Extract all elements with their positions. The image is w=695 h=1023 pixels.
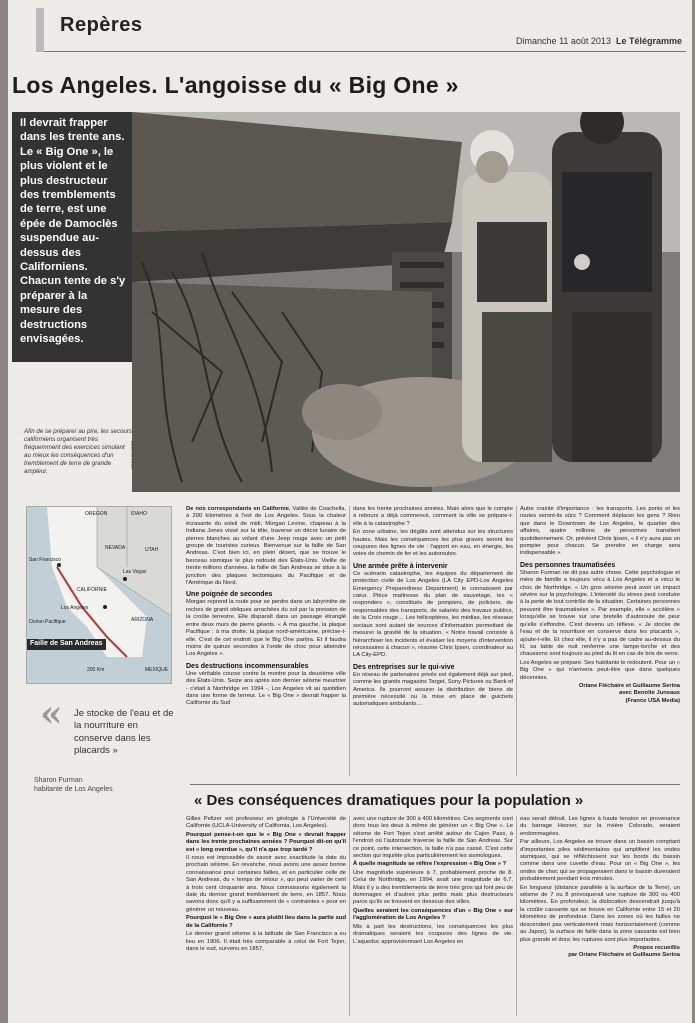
section-rubric: Repères: [60, 14, 143, 36]
quote-mark-icon: «: [40, 693, 63, 735]
photo-caption: Afin de se préparer au pire, les secours californiens organisent très fréquemment des exercices simulant au mieux les conséquences d'un tremblement de terre de grande ampleur.: [24, 428, 132, 475]
map-label-nevada: NEVADA: [105, 545, 126, 551]
map-scale: 200 Km: [87, 667, 105, 673]
pull-quote: Je stocke de l'eau et de la nourriture en conserve dans les placards »: [74, 708, 174, 757]
rescue-exercise-photo: [129, 112, 680, 492]
column-divider: [349, 506, 350, 776]
interview-column-2: avec une rupture de 300 à 400 kilomètres. Ces segments sont donc tous les deux à même de générer un « Big One ». Le séisme de Fort Tejon s'est arrêté autour de Cajon Pass, à l'endroit où l'autoroute traverse la faille de San Andreas. Sur ce point, cette intersection, la faille n'a pas cassé. C'est cette section qui inquiète plus particulièrement les sismologues. À quelle magnitude se réfère l'expression « Big One » ? Une magnitude supérieure à 7, probablement proche de 8. Celui de Northridge, en 1994, avait une magnitude de 6,7. Mais il y a des tremblements de terre très gros qui font peu de dommages et d'autres plus petits mais plus destructeurs parce qu'ils se trouvent en dessous des villes. Quelles seraient les conséquences d'un « Big One » sur l'agglomération de Los Angeles ? Mis à part les destructions, les conséquences les plus dramatiques seraient les coupures des lignes de vie. L'aqueduc approvisionnant Los Angeles en: [353, 816, 513, 945]
subhead-traumatisees: Des personnes traumatisées: [520, 561, 616, 569]
map-label-idaho: IDAHO: [131, 511, 147, 517]
map-label-mexique: MEXIQUE: [145, 667, 169, 673]
map-label-utah: UTAH: [145, 547, 159, 553]
map-label-los-angeles: Los Angeles: [61, 605, 89, 611]
column-divider: [516, 816, 517, 1016]
interview-question: À quelle magnitude se réfère l'expression « Big One » ?: [353, 861, 507, 868]
article-column-2: dans les trente prochaines années. Mais alors que le compte à rebours a déjà commencé, comment la ville se prépare-t-elle à la catastrophe ? En zone urbaine, les dégâts sont attendus sur les structures hautes. Mais les conséquences les plus graves seront les coupures des lignes de vie : l'apport en eau, en énergie, les voies de chemin de fer et les autoroutes. Une armée prête à intervenir Ce scénario catastrophe, les équipes du département de protection civile de Los Angeles (LA City EPD-Los Angeles Emergency Preparedness Department) le connaissent par cœur. Pièce maîtresse du plan de sauvetage, les « responders », constitués de pompiers, de policiers, de responsables des transports, de salariés des travaux publics, de la Croix rouge… Les hélicoptères, les médias, les réseaux sociaux sont autant de sources d'information permettant de mesurer la gravité de la situation. « Notre travail consiste à hiérarchiser les incidents et évaluer les moyens d'intervention nécessaires à chacun », résume Chris Ipsen, coordinateur au LA City-EPD. Des entreprises sur le qui-vive En réseau de partenaires privés est également déjà sur pied, comme les grands magasins Target, Sony Pictures ou Bank of America. Ils pourront assurer la distribution de biens de première nécessité ou la mise en place de guichets automatiques ambulants…: [353, 506, 513, 708]
article-column-1: De nos correspondants en Californie. Vallée de Coachella, à 200 kilomètres à l'est de Los Angeles. Sous la chaleur écrasante du soleil de midi, Morgan Levine, chapeau à la Indiana Jones vissé sur la tête, traverse un décor lunaire de pierres blanches au volant d'une Jeep rouge avec un petit groupe de touristes curieux. Bienvenue sur la faille de San Andreas. C'est bien ici, en plein désert, que se trouve le berceau sismique le plus redouté des États-Unis. Vieille de trente millions d'années, la faille de San Andreas se situe à la jonction des plaques tectoniques du Pacifique et de l'Amérique du Nord. Une poignée de secondes Morgan reprend la route pour se perdre dans un labyrinthe de roches de granit obliques arrachées du sol par la pression de la croûte terrestre. Elle disparaît dans un passage étranglé entre deux murs de pierre géants. « À ma gauche, la plaque Pacifique ; à ma droite, la plaque nord-américaine, précise-t-elle. C'est de cet endroit que le Big One partira. Et il faudra moins de quinze secondes à l'onde de choc pour atteindre Los Angeles ». Des destructions incommensurables Une véritable course contre la montre pour la deuxième ville des États-Unis. Seize ans après son dernier séisme meurtrier - c'était à Northridge en 1994 -, Los Angeles vit au quotidien dans une forme de terreur. Le « Big One » devrait frapper la Californie du Sud: [186, 506, 346, 707]
subhead-destructions: Des destructions incommensurables: [186, 662, 309, 670]
column-divider: [516, 506, 517, 776]
subhead-entreprises: Des entreprises sur le qui-vive: [353, 663, 455, 671]
page-header: [36, 8, 686, 52]
kicker-text: Il devrait frapper dans les trente ans. Le « Big One », le plus violent et le plus destructeur des tremblements de terre, est une épée de Damoclès suspendue au-dessus des Californiens. Chacun tente de s'y préparer à la mesure des destructions envisagées.: [12, 112, 132, 362]
photo-illustration: [129, 112, 680, 492]
article-column-3: Autre crainte d'importance : les transports. Les ponts et les routes seront-ils sûrs ? Comment déplacer les gens ? Rien que dans le Downtown de Los Angeles, le quartier des affaires, quatre millions de personnes transitent quotidiennement. Or, prévient Chris Ipsen, « il n'y aura pas un pompier pour chacun. Se prendre en charge sera indispensable ». Des personnes traumatisées Sharon Furman ne dit pas autre chose. Cette psychologue et mère de famille a toujours vécu à Los Angeles et a vécu le choc de Northridge. « Un gros séisme peut avoir un impact sévère sur la psychologie. L'intensité du stress peut conduire à la perte de tout contrôle de la situation. Certaines personnes peuvent être traumatisées ». Par exemple, elle « accélère » lorsqu'elle se trouve sur une bretelle d'autoroute de peur qu'elle s'effondre. C'est devenu un réflexe. « Je stocke de l'eau et de la nourriture en conserve dans les placards », ajoute-t-elle. Et chez elle, il n'y a pas de cadre au-dessus du lit, sa table de nuit renferme une lampe-torche et des chaussons sont toujours au pied du lit en cas de bris de verre. Los Angeles se prépare. Ses habitants le redoutent. Pour un « Big One » qui n'arrivera peut-être que dans quelques décennies. Oriane Fléchaire et Guillaume Serina avec Benoîte Juneaux (France USA Media): [520, 506, 680, 704]
map-label-californie: CALIFORNIE: [77, 587, 108, 593]
map-fault-label: Faille de San Andreas: [27, 639, 106, 650]
interview-byline: Propos recueillis par Oriane Fléchaire et Guillaume Serina: [568, 944, 680, 959]
map-label-las-vegas: Las Vegas: [123, 569, 147, 575]
subhead-armee: Une armée prête à intervenir: [353, 562, 448, 570]
newspaper-name: Le Télégramme: [615, 36, 682, 46]
map-label-ocean: Océan Pacifique: [29, 619, 66, 625]
interview-question: Quelles seraient les conséquences d'un « Big One » sur l'agglomération de Los Angeles ?: [353, 907, 513, 922]
pull-quote-author: Sharon Furman habitante de Los Angeles: [34, 777, 113, 793]
interview-column-1: Gilles Peltzer est professeur en géologie à l'Université de Californie (UCLA-University of California, Los Angeles). Pourquoi pense-t-on que le « Big One » devrait frapper dans les trente prochaines années ? Pourquoi dit-on qu'il est « long overdue », qu'il n'a que trop tardé ? Il nous est impossible de savoir avec exactitude la date du prochain séisme. En revanche, nous avons une assez bonne connaissance pour certaines failles, et en particulier celle de San Andreas, du « temps de retour », qui peut varier de cent à trois cent cinquante ans. Nous connaissons également la date du dernier grand tremblement de terre, en 1857. Nous savons donc qu'il y a suffisamment de « contraintes » pour en générer un nouveau. Pourquoi le « Big One » aura plutôt lieu dans la partie sud de la Californie ? Le dernier grand séisme à la latitude de San Francisco a eu lieu en 1906. Il était très comparable à celui de Fort Tejon, dans le sud, survenu en 1857,: [186, 816, 346, 952]
interview-title: « Des conséquences dramatiques pour la population »: [194, 792, 584, 809]
california-map: [26, 506, 172, 684]
map-label-oregon: OREGON: [85, 511, 108, 517]
map-label-san-francisco: San Francisco: [29, 557, 61, 563]
rubric-bar: [36, 8, 44, 52]
interview-question: Pourquoi le « Big One » aura plutôt lieu dans la partie sud de la Californie ?: [186, 915, 346, 929]
subhead-poignee: Une poignée de secondes: [186, 591, 273, 599]
column-divider: [349, 816, 350, 1016]
interview-question: Pourquoi pense-t-on que le « Big One » devrait frapper dans les trente prochaines années ? Pourquoi dit-on qu'il est « long overdue », qu'il n'a que trop tardé ?: [186, 831, 346, 853]
photo-credit: Photo Sipa/EPA: [129, 440, 135, 469]
article-headline: Los Angeles. L'angoisse du « Big One »: [12, 72, 459, 98]
map-illustration: [27, 507, 172, 684]
byline: Oriane Fléchaire et Guillaume Serina avec Benoîte Juneaux (France USA Media): [578, 682, 680, 704]
newspaper-page: [8, 0, 692, 1023]
section-divider: [190, 784, 680, 785]
map-label-arizona: ARIZONA: [131, 617, 154, 623]
issue-date: Dimanche 11 août 2013 Le Télégramme: [516, 36, 682, 46]
interview-column-3: eau serait détruit. Les lignes à haute tension en provenance du barrage Hoover, sur la rivière Colorado, seraient endommagées. Par ailleurs, Los Angeles se trouve dans un bassin comptant d'importantes piles sédimentaires qui amplifient les ondes sismiques, qui se réfléchissent sur les bords du bassin comme dans une cuvette d'eau. Pour un « Big One », les ondes de choc qui se propageraient dans le bassin dureraient probablement pendant trois minutes. En longueur (distance parallèle à la surface de la Terre), un séisme de 7 ou 8 provoquerait une rupture de 300 ou 400 kilomètres. En profondeur, la dislocation descendrait jusqu'à la croûte cassante qui se trouve en Californie entre 15 et 20 kilomètres de profondeur. Dans les zones où les failles ne descendent pas verticalement mais horizontalement (comme au Japon), la surface de faille dans la zone cassante est bien plus grande et donc les ruptures sont plus importantes. Propos recueillis par Oriane Fléchaire et Guillaume Serina: [520, 816, 680, 959]
